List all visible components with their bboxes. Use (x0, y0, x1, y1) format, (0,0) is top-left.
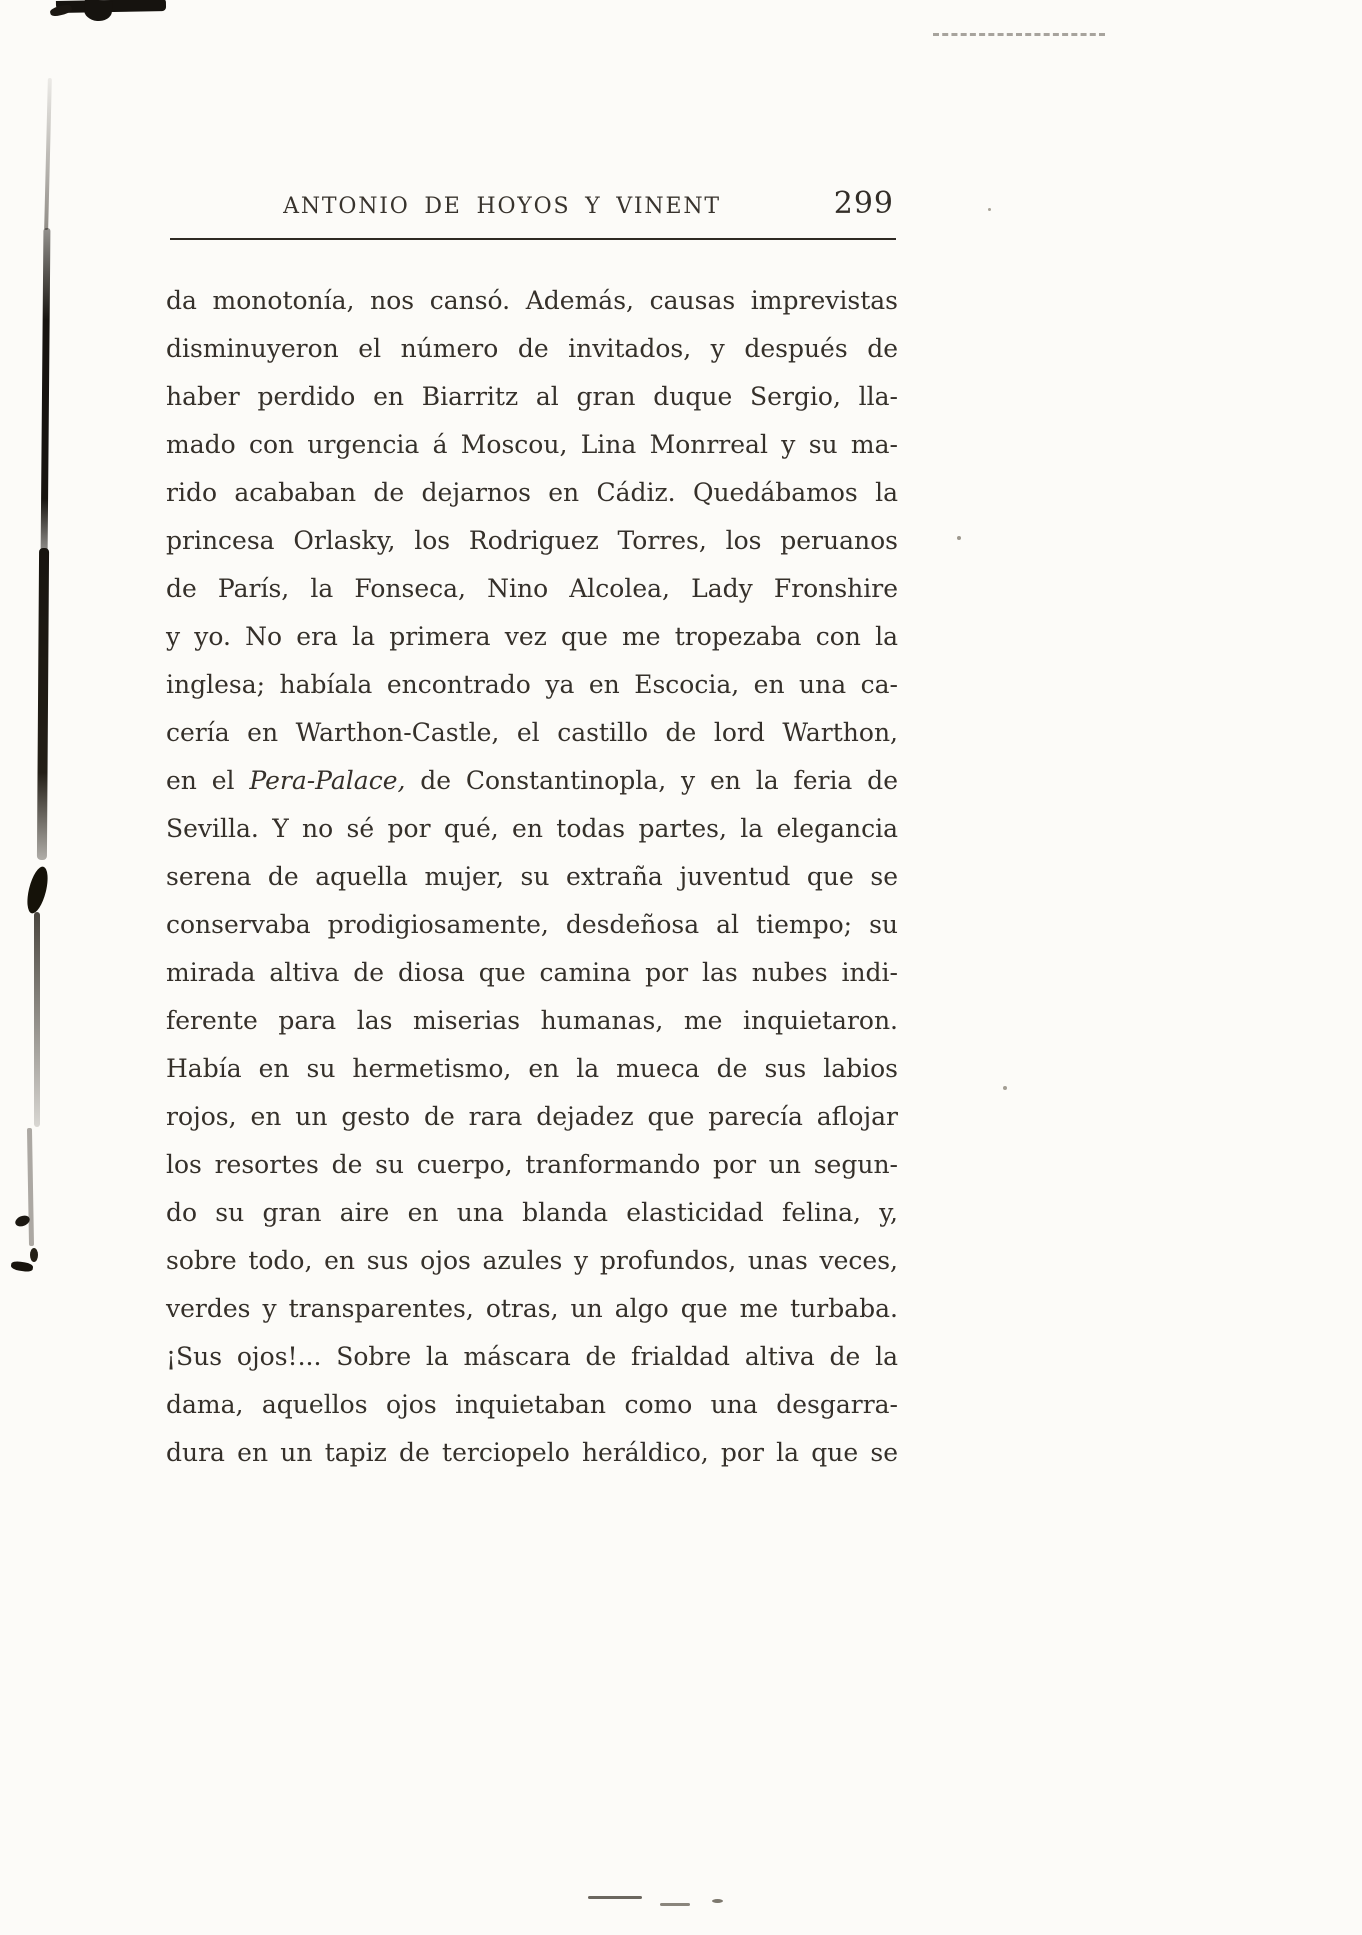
text-line (166, 949, 898, 997)
text-line (166, 1429, 898, 1477)
scan-artifact-bottom-mark (660, 1903, 690, 1906)
text-segment: dama, aquellos ojos inquietaban como una desgarra- (166, 1390, 898, 1419)
text-segment: rojos, en un gesto de rara dejadez que parecía aflojar (166, 1102, 898, 1131)
text-line (166, 1285, 898, 1333)
text-line (166, 1045, 898, 1093)
text-line (166, 709, 898, 757)
text-segment: Sevilla. Y no sé por qué, en todas partes, la elegancia (166, 814, 898, 843)
text-segment: disminuyeron el número de invitados, y después de (166, 334, 898, 363)
text-line (166, 1333, 898, 1381)
text-segment: en el (166, 766, 250, 795)
text-line (166, 901, 898, 949)
text-segment: mado con urgencia á Moscou, Lina Monrreal y su ma- (166, 430, 898, 459)
text-segment: da monotonía, nos cansó. Además, causas imprevistas (166, 286, 898, 315)
text-segment: de Constantinopla, y en la feria de (405, 766, 898, 795)
scan-artifact-speck (957, 536, 961, 540)
scan-artifact-speck (1003, 1086, 1007, 1090)
scan-artifact-top-left-blob (83, 0, 113, 22)
text-line (166, 1237, 898, 1285)
scan-artifact-binding-streak (41, 228, 51, 558)
text-line (166, 613, 898, 661)
text-segment: cería en Warthon-Castle, el castillo de lord Warthon, (166, 718, 898, 747)
text-segment: princesa Orlasky, los Rodriguez Torres, los peruanos (166, 526, 898, 555)
text-segment: serena de aquella mujer, su extraña juventud que se (166, 862, 898, 891)
text-line (166, 1141, 898, 1189)
text-line (166, 1093, 898, 1141)
scan-artifact-top-left-tail (49, 3, 73, 17)
body-text (166, 277, 898, 1477)
text-segment: inglesa; habíala encontrado ya en Escocia, en una ca- (166, 670, 898, 699)
scan-artifact-bottom-mark (712, 1899, 723, 1903)
text-segment: los resortes de su cuerpo, tranformando por un segun- (166, 1150, 898, 1179)
scan-artifact-binding-blob (23, 865, 51, 916)
text-segment: do su gran aire en una blanda elasticidad felina, y, (166, 1198, 898, 1227)
scan-artifact-ink-dot (10, 1260, 33, 1272)
text-line (166, 421, 898, 469)
text-segment: mirada altiva de diosa que camina por las nubes indi- (166, 958, 898, 987)
text-line (166, 997, 898, 1045)
scan-artifact-ink-dot (30, 1248, 38, 1262)
scan-artifact-binding-streak (37, 548, 49, 860)
scan-artifact-ink-dot (14, 1214, 32, 1229)
text-segment: verdes y transparentes, otras, un algo que me turbaba. (166, 1294, 898, 1323)
text-line (166, 565, 898, 613)
running-title: ANTONIO DE HOYOS Y VINENT (283, 194, 721, 219)
text-segment: y yo. No era la primera vez que me tropezaba con la (166, 622, 898, 651)
text-segment: rido acababan de dejarnos en Cádiz. Quedábamos la (166, 478, 898, 507)
scan-artifact-top-left-ink (56, 0, 166, 13)
text-line (166, 853, 898, 901)
text-segment: de París, la Fonseca, Nino Alcolea, Lady Fronshire (166, 574, 898, 603)
scan-artifact-binding-streak (27, 1128, 34, 1246)
text-line (166, 805, 898, 853)
text-line (166, 373, 898, 421)
text-line (166, 469, 898, 517)
text-line (166, 517, 898, 565)
scan-artifact-speck (988, 208, 991, 211)
scan-artifact-dashed-line (933, 33, 1105, 36)
text-line (166, 1189, 898, 1237)
scan-artifact-binding-streak (34, 912, 40, 1127)
text-segment: sobre todo, en sus ojos azules y profundos, unas veces, (166, 1246, 898, 1275)
text-line (166, 277, 898, 325)
text-line (166, 1381, 898, 1429)
page-header (168, 186, 896, 228)
text-line (166, 757, 898, 805)
text-line (166, 325, 898, 373)
text-segment: conservaba prodigiosamente, desdeñosa al tiempo; su (166, 910, 898, 939)
page-number: 299 (833, 186, 894, 221)
header-rule (170, 238, 896, 240)
scan-artifact-bottom-mark (588, 1896, 642, 1899)
text-line (166, 661, 898, 709)
text-segment: dura en un tapiz de terciopelo heráldico, por la que se (166, 1438, 898, 1467)
scan-artifact-binding-streak (44, 78, 52, 230)
text-segment: ¡Sus ojos!... Sobre la máscara de frialdad altiva de la (166, 1342, 898, 1371)
text-segment: haber perdido en Biarritz al gran duque Sergio, lla- (166, 382, 898, 411)
text-segment-italic: Pera-Palace, (249, 766, 406, 795)
text-segment: Había en su hermetismo, en la mueca de sus labios (166, 1054, 898, 1083)
text-segment: ferente para las miserias humanas, me inquietaron. (166, 1006, 898, 1035)
